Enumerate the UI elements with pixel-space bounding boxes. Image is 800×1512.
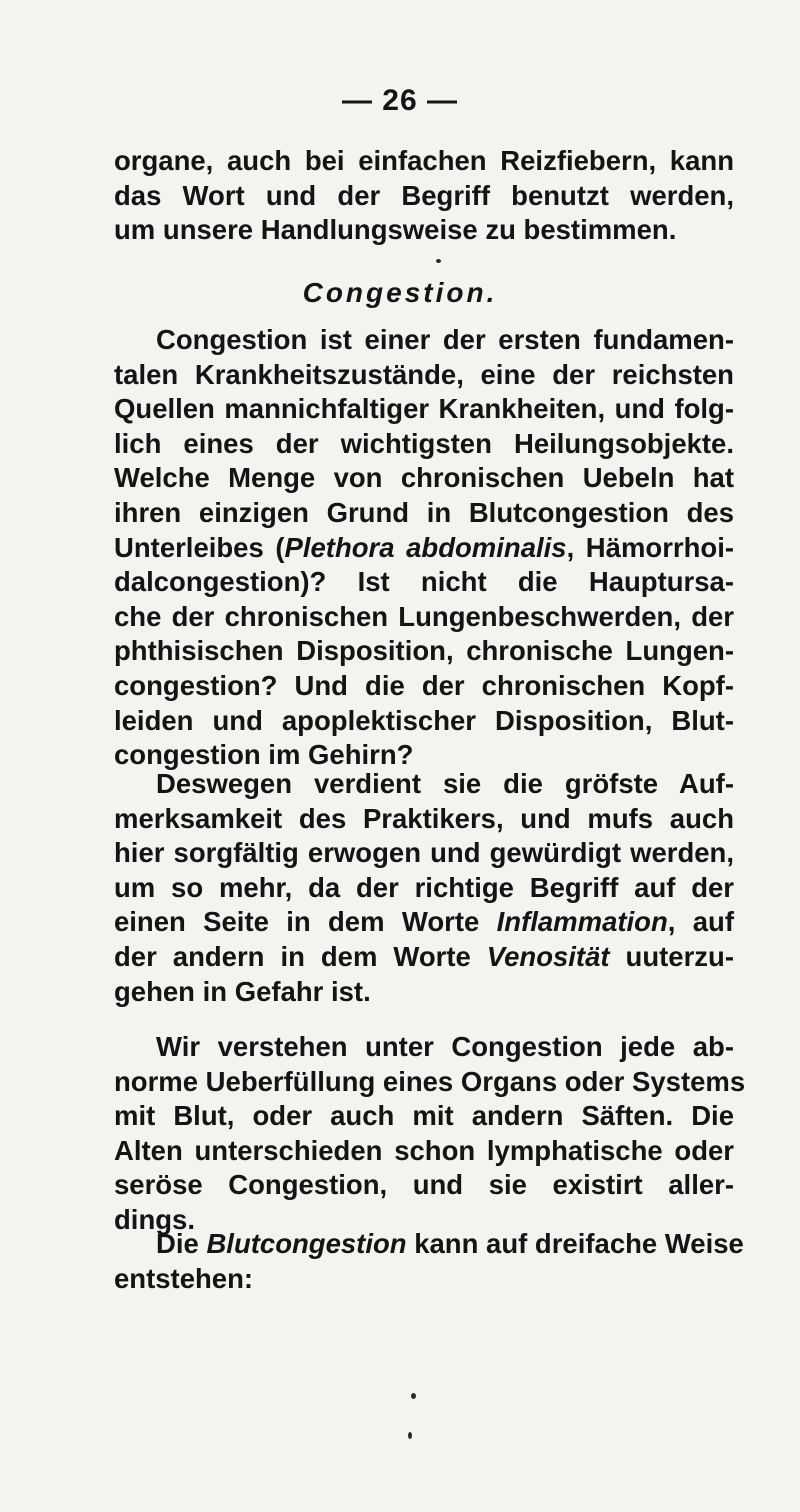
italic-term: Plethora abdominalis (284, 531, 567, 563)
text-line: che der chronischen Lungenbeschwerden, der (114, 600, 734, 632)
text-line: seröse Congestion, und sie existirt aller- (114, 1169, 734, 1201)
text-segment: Die (156, 1228, 207, 1259)
text-line: Wir verstehen unter Congestion jede ab- (156, 1031, 734, 1062)
text-line: dalcongestion)? Ist nicht die Hauptursa- (114, 566, 734, 598)
paragraph-4 (114, 1030, 746, 1238)
text-line: Congestion ist einer der ersten fundamen- (156, 324, 734, 355)
print-speck (411, 1393, 416, 1399)
text-line-mixed (114, 940, 734, 975)
italic-term: Blutcongestion (206, 1228, 407, 1259)
italic-term: Inflammation (496, 906, 668, 938)
text-line-mixed (114, 905, 734, 940)
paragraph-1 (114, 144, 734, 248)
print-speck (408, 1432, 412, 1439)
text-line: organe, auch bei einfachen Reizfiebern, kann (114, 145, 734, 176)
text-line: dings. (114, 1203, 195, 1235)
text-line: entstehen: (114, 1262, 254, 1294)
text-line: Alten unterschieden schon lymphatische oder (114, 1134, 734, 1166)
text-segment: der andern in dem Worte (114, 940, 487, 972)
paragraph-2 (114, 323, 734, 773)
text-line: Deswegen verdient sie die gröfste Auf- (156, 768, 734, 799)
text-line-mixed (114, 531, 734, 566)
text-line: mit Blut, oder auch mit andern Säften. Die (114, 1100, 734, 1132)
paragraph-3 (114, 767, 734, 1009)
text-line: Welche Menge von chronischen Uebeln hat (114, 462, 734, 494)
text-segment: , auf (667, 906, 734, 938)
text-segment: , Hämorrhoi- (566, 531, 734, 563)
text-line: merksamkeit des Praktikers, und mufs auch (114, 802, 734, 834)
text-line: lich eines der wichtigsten Heilungsobjekte. (114, 427, 734, 459)
text-line: Quellen mannichfaltiger Krankheiten, und folg- (114, 393, 734, 425)
italic-term: Venosität (486, 940, 610, 972)
text-segment: Unterleibes ( (114, 531, 285, 563)
page-number: — 26 — (341, 84, 459, 117)
section-heading: Congestion. (302, 277, 498, 308)
text-line: norme Ueberfüllung eines Organs oder Systems (114, 1065, 746, 1097)
text-segment: kann auf dreifache Weise (406, 1228, 744, 1259)
text-segment: uuterzu- (609, 940, 734, 972)
text-line: hier sorgfältig erwogen und gewürdigt werden, (114, 837, 734, 869)
text-line: um so mehr, da der richtige Begriff auf der (114, 871, 734, 903)
text-line-mixed (114, 1227, 744, 1262)
print-speck (436, 259, 441, 263)
text-line: congestion im Gehirn? (114, 739, 414, 771)
text-line: talen Krankheitszustände, eine der reichsten (114, 358, 734, 390)
text-line: ihren einzigen Grund in Blutcongestion des (114, 496, 734, 528)
text-line: das Wort und der Begriff benutzt werden, (114, 179, 734, 211)
text-line: congestion? Und die der chronischen Kopf- (114, 669, 734, 701)
paragraph-5 (114, 1227, 744, 1296)
text-line: phthisischen Disposition, chronische Lungen- (114, 635, 734, 667)
text-line: um unsere Handlungsweise zu bestimmen. (114, 214, 677, 246)
text-segment: einen Seite in dem Worte (114, 906, 497, 938)
text-line: leiden und apoplektischer Disposition, Blut- (114, 704, 734, 736)
text-line: gehen in Gefahr ist. (114, 975, 371, 1007)
